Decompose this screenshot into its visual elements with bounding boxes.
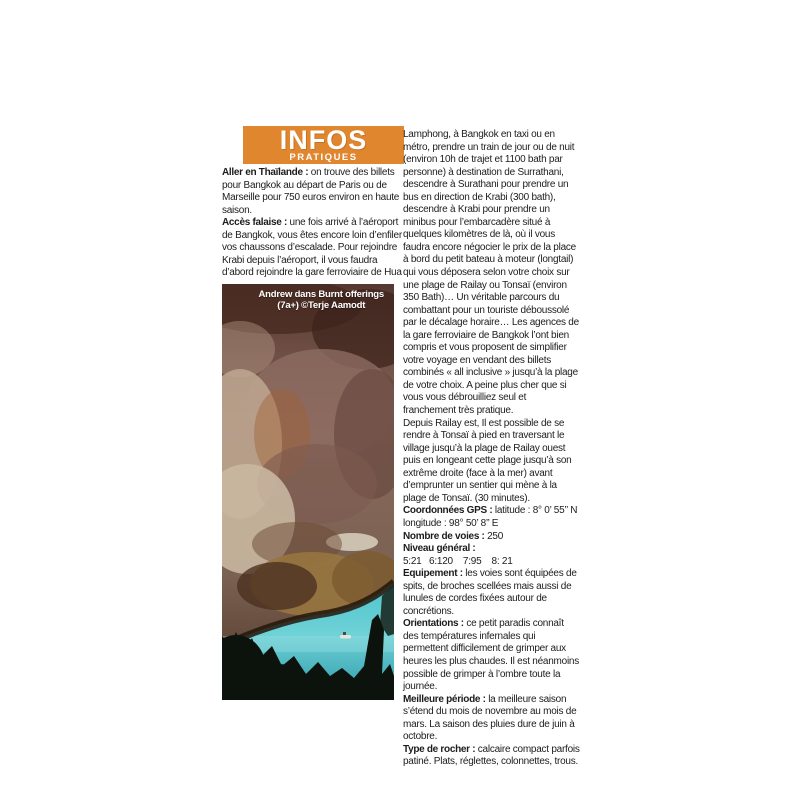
- boat-shape: [340, 635, 351, 639]
- season-label: Meilleure période :: [403, 693, 486, 705]
- routes-text: 250: [487, 530, 504, 542]
- level-values: 5:21 6:120 7:95 8: 21: [403, 555, 513, 567]
- photo-caption: [259, 289, 385, 311]
- gps-text: latitude : 8° 0’ 55’’ N longitude : 98° 50’ 8’’ E: [403, 505, 578, 529]
- level-label: Niveau général :: [403, 543, 476, 555]
- left-column: [222, 167, 402, 280]
- header-title: INFOS: [279, 125, 368, 155]
- gps-label: Coordonnées GPS :: [403, 505, 493, 517]
- photo-illustration: [222, 284, 394, 700]
- routes-label: Nombre de voies :: [403, 530, 485, 542]
- orientations-label: Orientations :: [403, 618, 464, 630]
- para-gps: [403, 505, 581, 530]
- para-aller-label: Aller en Thaïlande :: [222, 167, 309, 178]
- season-text: la meilleure saison s’étend du mois de novembre au mois de mars. La saison des pluies dure de juin à octobre.: [403, 693, 577, 743]
- rock-type-text: calcaire compact parfois patiné. Plats, réglettes, colonnettes, trous.: [403, 743, 580, 768]
- para-acces-text: une fois arrivé à l’aéroport de Bangkok, vous êtes encore loin d’enfiler vos chaussons d’escalade. Pour rejoindre Krabi depuis l’aéroport, il vous faudra d’abord rejoindre la gare ferroviaire de Hua: [222, 217, 402, 279]
- photo-caption-line2: (7a+) ©Terje Aamodt: [277, 300, 366, 311]
- para-aller-text: on trouve des billets pour Bangkok au départ de Paris ou de Marseille pour 750 euros environ en haute saison.: [222, 167, 400, 216]
- climbing-photo: [222, 284, 394, 700]
- para-level: [403, 543, 581, 556]
- para-travel: Lamphong, à Bangkok en taxi ou en métro, prendre un train de jour ou de nuit (environ 10h de trajet et 1100 bath par personne) à destination de Surrathani, descendre à Surathani pour prendre un bus en direction de Krabi (300 bath), descendre à Krabi pour prendre un minibus pour l’embarcadère situé à quelques kilomètres de là, où il vous faudra encore négocier le prix de la place à bord du petit bateau à moteur (longtail) qui vous déposera selon votre choix sur une plage de Railay ou Tonsaï (environ 350 Bath)… Un véritable parcours du combattant pour un touriste déboussolé par le décalage horaire… Les agences de la gare ferroviaire de Bangkok l’ont bien compris et vous proposent de simplifier votre voyage en vendant des billets combinés « all inclusive » jusqu’à la plage de votre choix. A peine plus cher que si vous vous débrouilliez seul et franchement très pratique.: [403, 129, 579, 417]
- rock-type-label: Type de rocher :: [403, 743, 476, 755]
- header-subtitle: PRATIQUES: [289, 152, 358, 163]
- equipment-text: les voies sont équipées de spits, de broches scellées mais aussi de lunules de cordes fixées autour de concrétions.: [403, 568, 577, 617]
- para-rock-type: [403, 744, 581, 769]
- para-routes: [403, 531, 581, 544]
- para-equipment: [403, 568, 581, 618]
- para-orientations: [403, 618, 581, 693]
- right-column: [403, 129, 581, 769]
- para-season: [403, 694, 581, 744]
- orientations-text: ce petit paradis connaît des températures infernales qui permettent difficilement de grimper aux heures les plus chaudes. Il est néanmoins possible de grimper à l’ombre toute la journée.: [403, 618, 579, 693]
- equipment-label: Equipement :: [403, 568, 463, 580]
- photo-caption-line1: Andrew dans Burnt offerings: [258, 289, 384, 300]
- infos-pratiques-header: [243, 126, 404, 164]
- para-acces-label: Accès falaise :: [222, 217, 287, 229]
- para-walk: Depuis Railay est, Il est possible de se rendre à Tonsaï à pied en traversant le village jusqu’à la plage de Railay ouest puis en longeant cette plage jusqu’à son extrême droite (face à la mer) avant d’emprunter un sentier qui mène à la plage de Tonsaï. (30 minutes).: [403, 417, 572, 504]
- para-acces-falaise: [222, 217, 402, 280]
- para-aller-en-thailande: [222, 167, 402, 217]
